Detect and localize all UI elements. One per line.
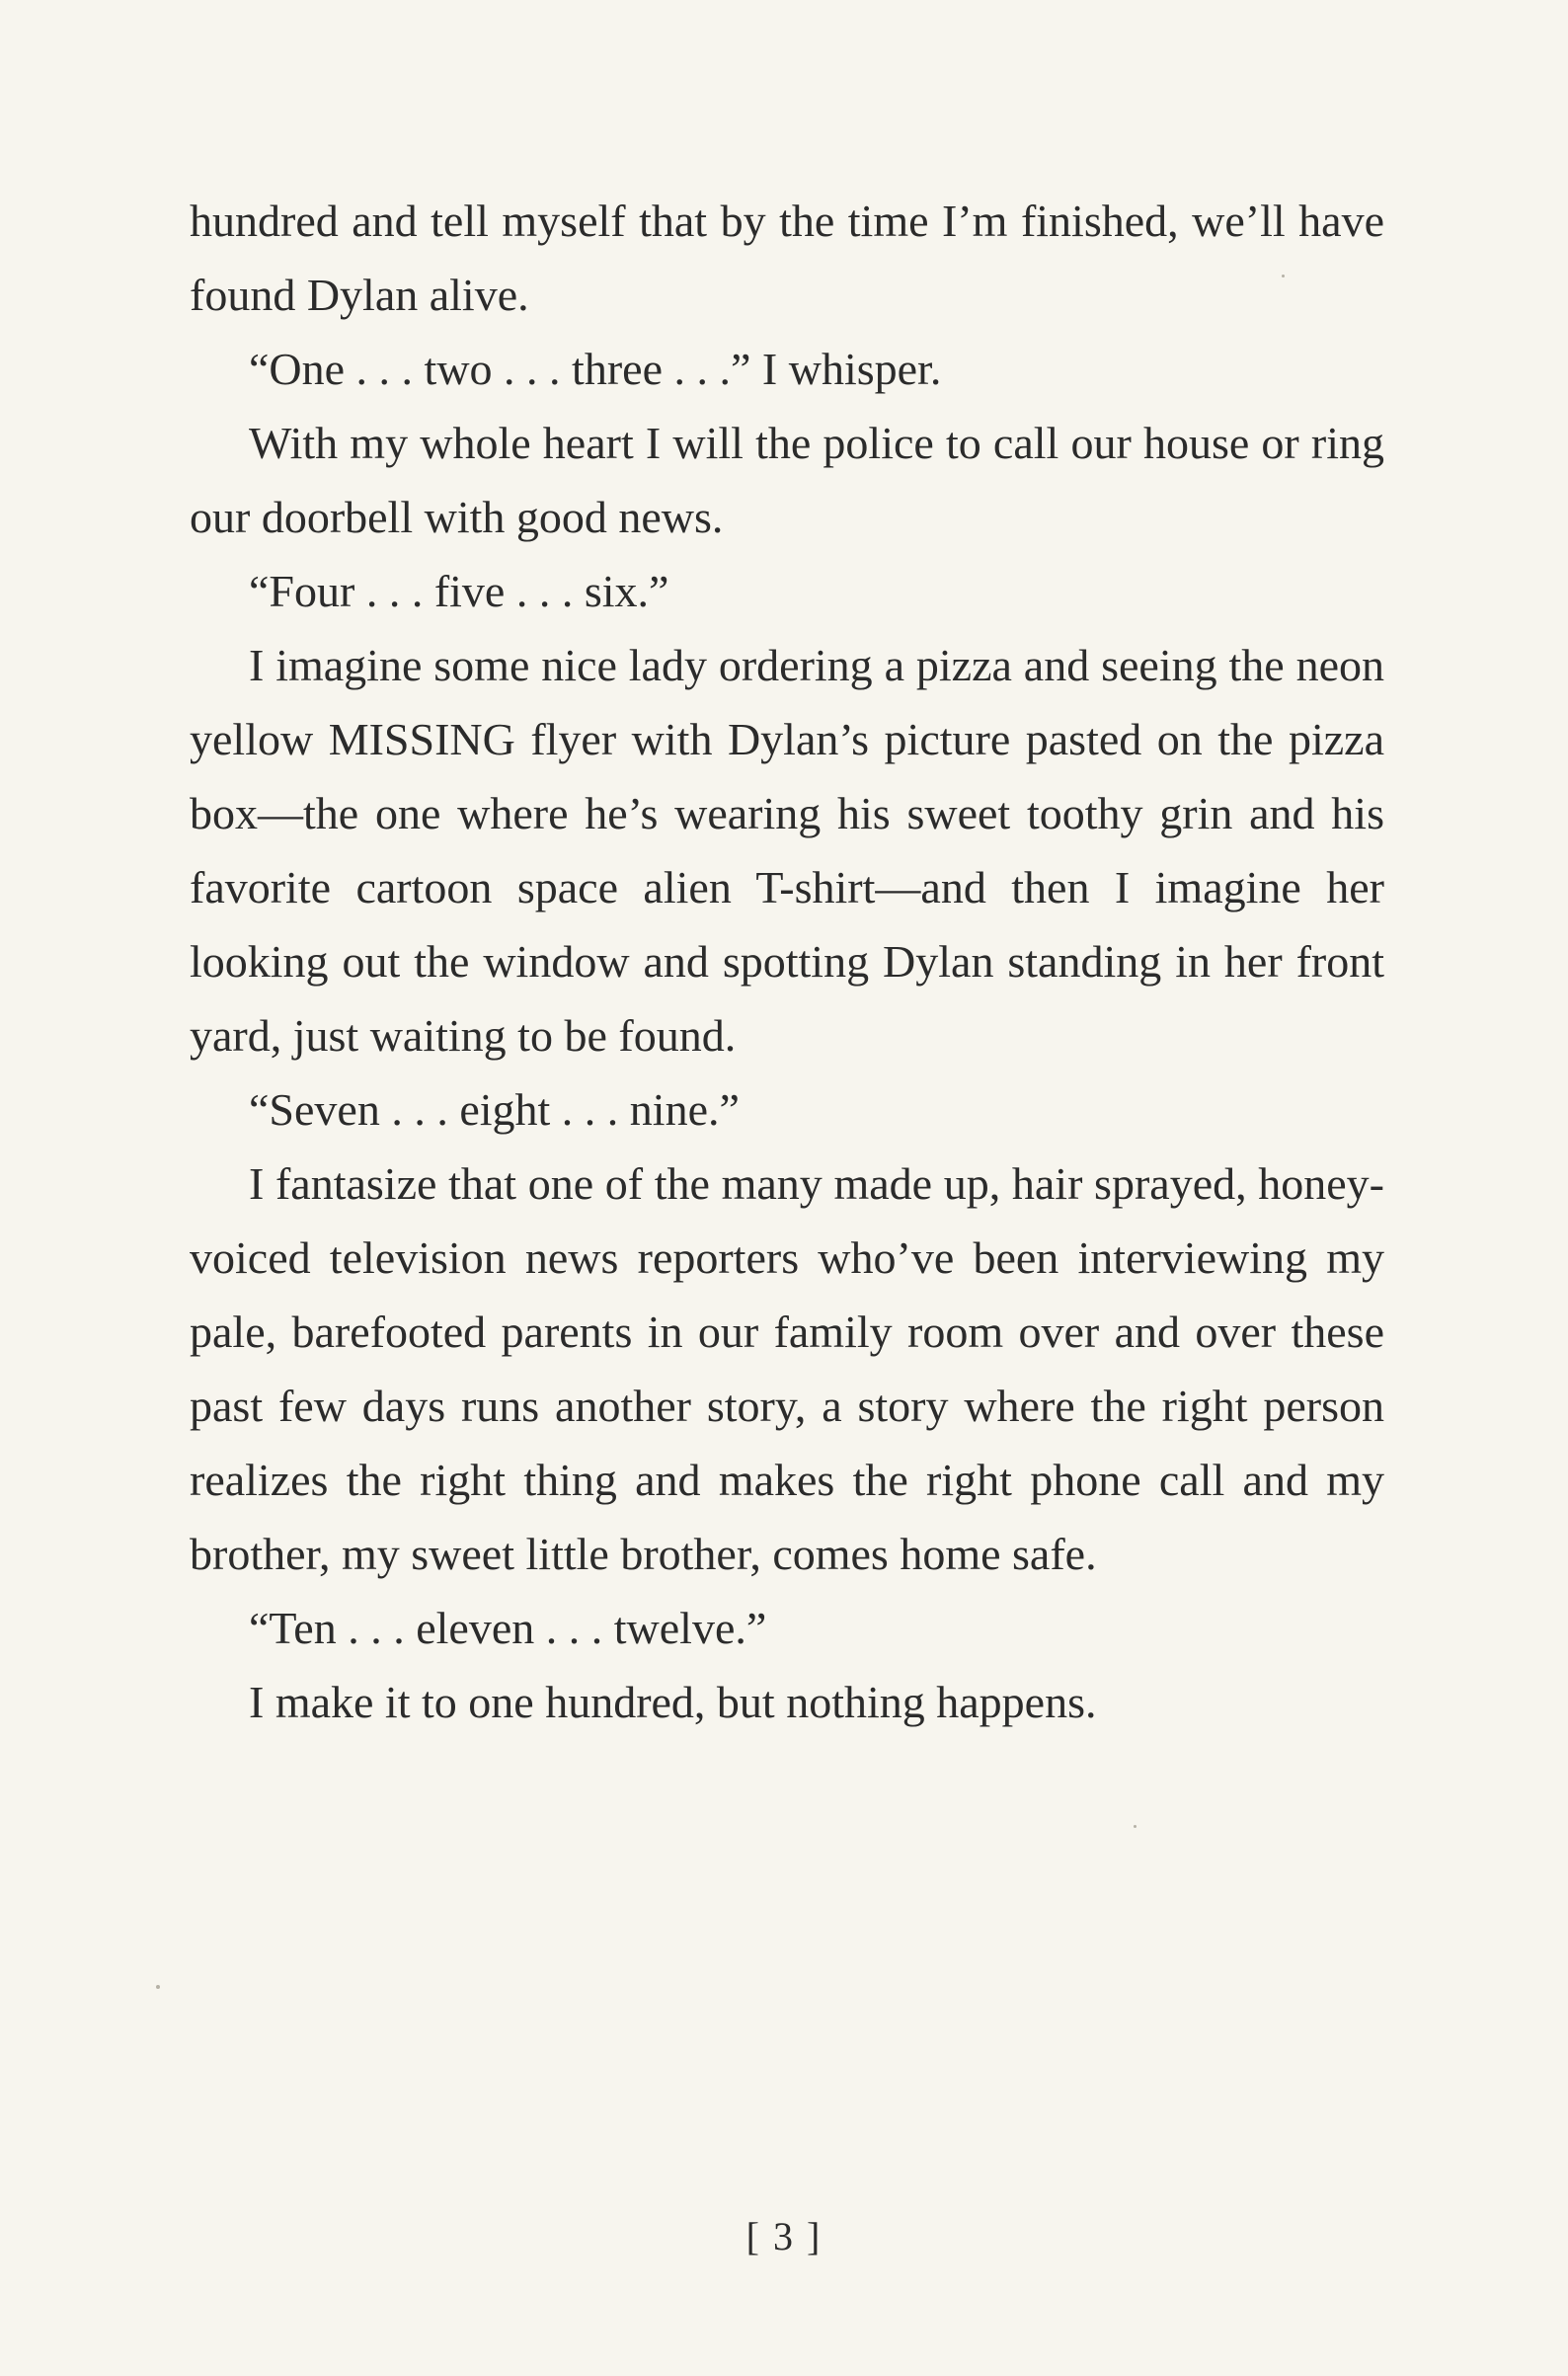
paragraph-one-hundred: I make it to one hundred, but nothing happens. bbox=[249, 1677, 1097, 1727]
paragraph-counting-seven: “Seven . . . eight . . . nine.” bbox=[249, 1084, 740, 1135]
paragraph-news-reporters: I fantasize that one of the many made up, hair sprayed, honey-voiced television news reporters who’ve been interviewing my pale, barefooted parents in our family room over and over these past few days runs another story, a story where the right person realizes the right thing and makes the right phone call and my brother, my sweet little brother, comes home safe. bbox=[190, 1158, 1384, 1579]
paper-speck bbox=[1282, 275, 1285, 277]
paragraph-pizza-lady: I imagine some nice lady ordering a pizza and seeing the neon yellow MISSING flyer with Dylan’s picture pasted on the pizza box—the one where he’s wearing his sweet toothy grin and his favorite cartoon space alien T-shirt—and then I imagine her looking out the window and spotting Dylan standing in her front yard, just waiting to be found. bbox=[190, 640, 1384, 1061]
paragraph-counting-ten: “Ten . . . eleven . . . twelve.” bbox=[249, 1603, 767, 1653]
paragraph-counting-four: “Four . . . five . . . six.” bbox=[249, 566, 669, 616]
page-number: [ 3 ] bbox=[745, 2214, 823, 2258]
paper-speck bbox=[1134, 1825, 1137, 1828]
paragraph-continuation: hundred and tell myself that by the time I’m finished, we’ll have found Dylan alive. bbox=[190, 196, 1384, 320]
body-text bbox=[190, 184, 1384, 1739]
paragraph-police: With my whole heart I will the police to call our house or ring our doorbell with good news. bbox=[190, 418, 1384, 542]
paper-speck bbox=[156, 1985, 160, 1989]
paragraph-counting-one: “One . . . two . . . three . . .” I whisper. bbox=[249, 344, 942, 394]
